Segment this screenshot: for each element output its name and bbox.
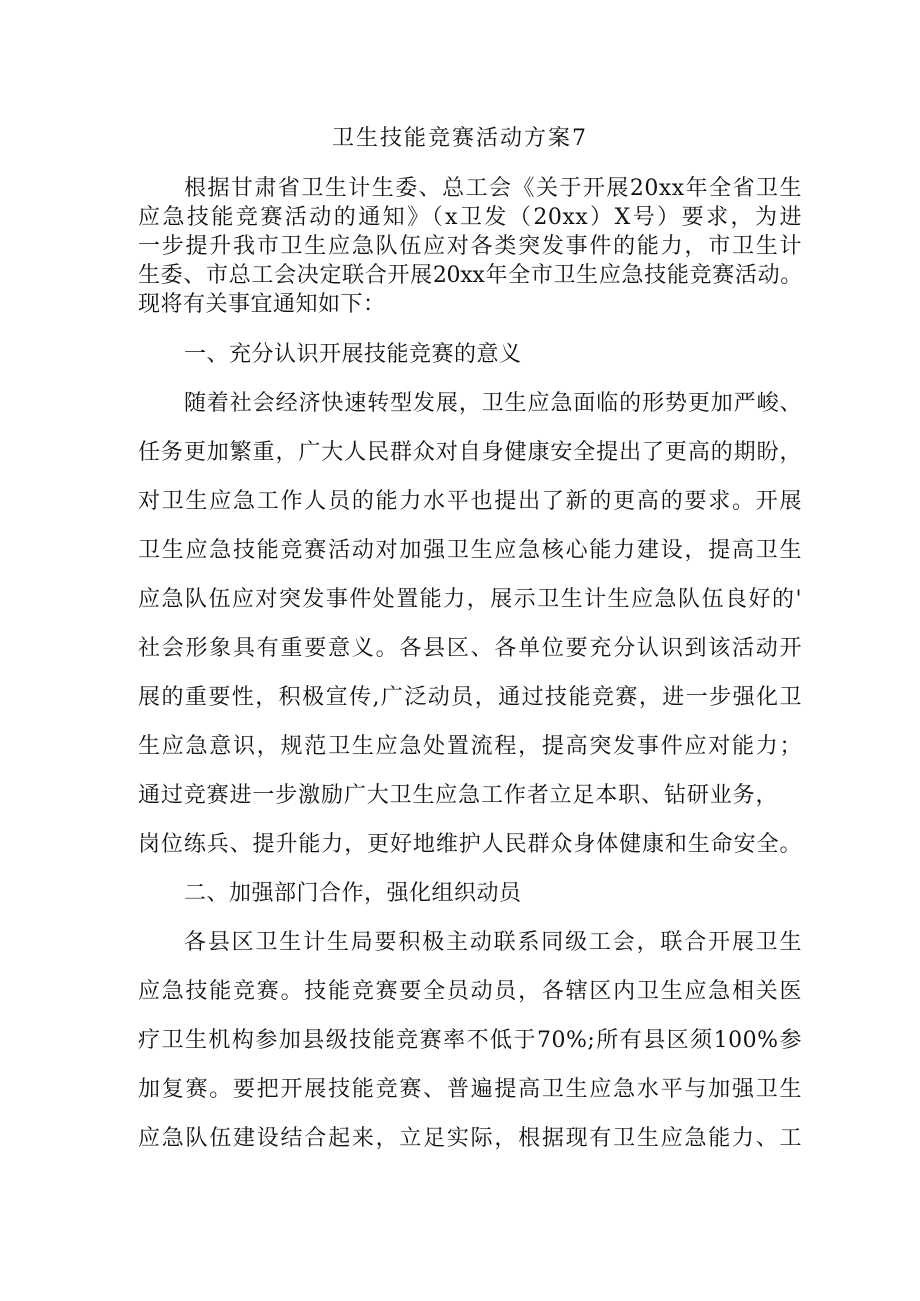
- section-1-line: 生应急意识，规范卫生应急处置流程，提高突发事件应对能力；: [138, 734, 802, 759]
- document-title: 卫生技能竞赛活动方案7: [332, 126, 588, 151]
- intro-line: 生委、市总工会决定联合开展20xx年全市卫生应急技能竞赛活动。: [138, 263, 802, 288]
- intro-line: 现将有关事宜通知如下：: [138, 292, 386, 317]
- section-1-line: 随着社会经济快速转型发展，卫生应急面临的形势更加严峻、: [184, 391, 802, 416]
- section-1-line: 社会形象具有重要意义。各县区、各单位要充分认识到该活动开: [138, 636, 802, 661]
- section-2-heading: 二、加强部门合作，强化组织动员: [184, 881, 522, 906]
- section-2-line: 应急队伍建设结合起来，立足实际，根据现有卫生应急能力、工: [138, 1126, 802, 1151]
- intro-line: 一步提升我市卫生应急队伍应对各类突发事件的能力，市卫生计: [138, 234, 802, 259]
- section-1-line: 对卫生应急工作人员的能力水平也提出了新的更高的要求。开展: [138, 489, 802, 514]
- section-2-line: 加复赛。要把开展技能竞赛、普遍提高卫生应急水平与加强卫生: [138, 1077, 802, 1102]
- section-1-line: 展的重要性，积极宣传,广泛动员，通过技能竞赛，进一步强化卫: [138, 685, 802, 710]
- intro-line: 应急技能竞赛活动的通知》（x卫发（20xx）X号）要求，为进: [138, 205, 802, 230]
- section-2-line: 各县区卫生计生局要积极主动联系同级工会，联合开展卫生: [184, 930, 802, 955]
- section-1-line: 应急队伍应对突发事件处置能力，展示卫生计生应急队伍良好的': [138, 587, 802, 612]
- section-1-line: 岗位练兵、提升能力，更好地维护人民群众身体健康和生命安全。: [138, 832, 802, 857]
- intro-line: 根据甘肃省卫生计生委、总工会《关于开展20xx年全省卫生: [184, 176, 802, 201]
- section-2-line: 疗卫生机构参加县级技能竞赛率不低于70%;所有县区须100%参: [138, 1028, 802, 1053]
- section-1-line: 卫生应急技能竞赛活动对加强卫生应急核心能力建设，提高卫生: [138, 538, 802, 563]
- section-1-line: 通过竞赛进一步激励广大卫生应急工作者立足本职、钻研业务，: [138, 783, 778, 808]
- section-2-line: 应急技能竞赛。技能竞赛要全员动员，各辖区内卫生应急相关医: [138, 979, 802, 1004]
- section-1-heading: 一、充分认识开展技能竞赛的意义: [184, 342, 522, 367]
- section-1-line: 任务更加繁重，广大人民群众对自身健康安全提出了更高的期盼，: [138, 440, 802, 465]
